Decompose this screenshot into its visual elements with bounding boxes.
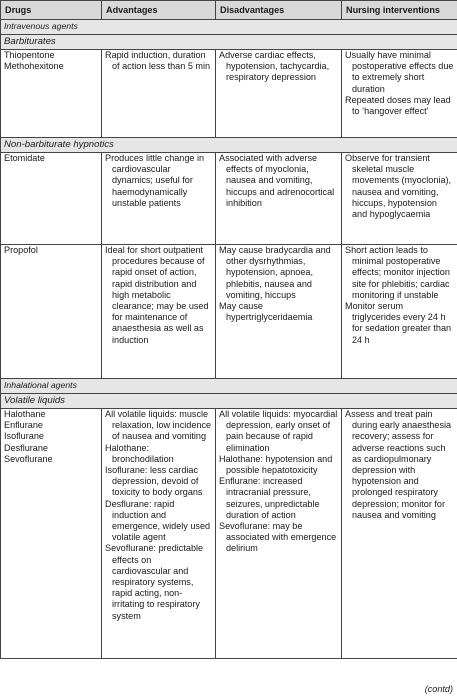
disadvantages-cell: Adverse cardiac effects, hypotension, tachycardia, respiratory depression: [216, 50, 342, 138]
continued-note: (contd): [424, 684, 453, 694]
drug-name: Methohexitone: [4, 61, 64, 72]
table-header-row: [1, 1, 457, 20]
table-row: [1, 409, 457, 659]
section-non-barbiturate-hypnotics: Non-barbiturate hypnotics: [1, 138, 457, 153]
drug-cell: Etomidate: [1, 153, 102, 245]
section-row: [1, 20, 457, 35]
advantages-cell: Produces little change in cardiovascular dynamics; useful for haemodynamically unstable patients: [102, 153, 216, 245]
nursing-cell: Assess and treat pain during early anaesthesia recovery; assess for adverse reactions such as cardiopulmonary depression with hypotension and prolonged respiratory depression; monitor for nausea and vomiting: [342, 409, 457, 659]
disadvantages-cell: May cause bradycardia and other dysrhythmias, hypotension, apnoea, phlebitis, nausea and vomiting, hiccups May cause hypertriglyceridaemia: [216, 245, 342, 379]
nursing-cell: Usually have minimal postoperative effects due to extremely short duration Repeated doses may lead to ‘hangover effect’: [342, 50, 457, 138]
disadvantages-cell: Associated with adverse effects of myoclonia, nausea and vomiting, hiccups and adrenocortical inhibition: [216, 153, 342, 245]
section-inhalational-agents: Inhalational agents: [1, 379, 457, 394]
drug-cell: [1, 50, 102, 138]
nursing-cell: Observe for transient skeletal muscle movements (myoclonia), nausea and vomiting, hiccups, hypotension and hypoglycaemia: [342, 153, 457, 245]
section-row: [1, 379, 457, 394]
section-row: [1, 35, 457, 50]
section-row: [1, 394, 457, 409]
drug-cell: Propofol: [1, 245, 102, 379]
table-row: [1, 153, 457, 245]
header-disadvantages: Disadvantages: [216, 1, 342, 20]
table-row: [1, 245, 457, 379]
section-barbiturates: Barbiturates: [1, 35, 457, 50]
disadvantages-cell: All volatile liquids: myocardial depression, early onset of pain because of rapid elimination Halothane: hypotension and possible hepatotoxicity Enflurane: increased intracranial pressure, seizures, unpredictable duration of action Sevoflurane: may be associated with emergence delirium: [216, 409, 342, 659]
advantages-cell: Rapid induction, duration of action less than 5 min: [102, 50, 216, 138]
section-volatile-liquids: Volatile liquids: [1, 394, 457, 409]
section-row: [1, 138, 457, 153]
drug-cell: Halothane Enflurane Isoflurane Desflurane Sevoflurane: [1, 409, 102, 659]
advantages-cell: Ideal for short outpatient procedures because of rapid onset of action, rapid distribution and high metabolic clearance; may be used for maintenance of anaesthesia as well as induction: [102, 245, 216, 379]
advantages-cell: All volatile liquids: muscle relaxation, low incidence of nausea and vomiting Halothane: bronchodilation Isoflurane: less cardiac depression, devoid of toxicity to body organs Desflurane: rapid induction and emergence, widely used volatile agent Sevoflurane: predictable effects on cardiovascular and respiratory systems, rapid acting, non-irritating to respiratory system: [102, 409, 216, 659]
header-nursing-interventions: Nursing interventions: [342, 1, 457, 20]
nursing-cell: Short action leads to minimal postoperative effects; monitor injection site for phlebitis; cardiac monitoring if unstable Monitor serum triglycerides every 24 h for sedation greater than 24 h: [342, 245, 457, 379]
section-intravenous-agents: Intravenous agents: [1, 20, 457, 35]
header-advantages: Advantages: [102, 1, 216, 20]
drug-name: Thiopentone: [4, 50, 55, 60]
table-row: [1, 50, 457, 138]
header-drugs: Drugs: [1, 1, 102, 20]
